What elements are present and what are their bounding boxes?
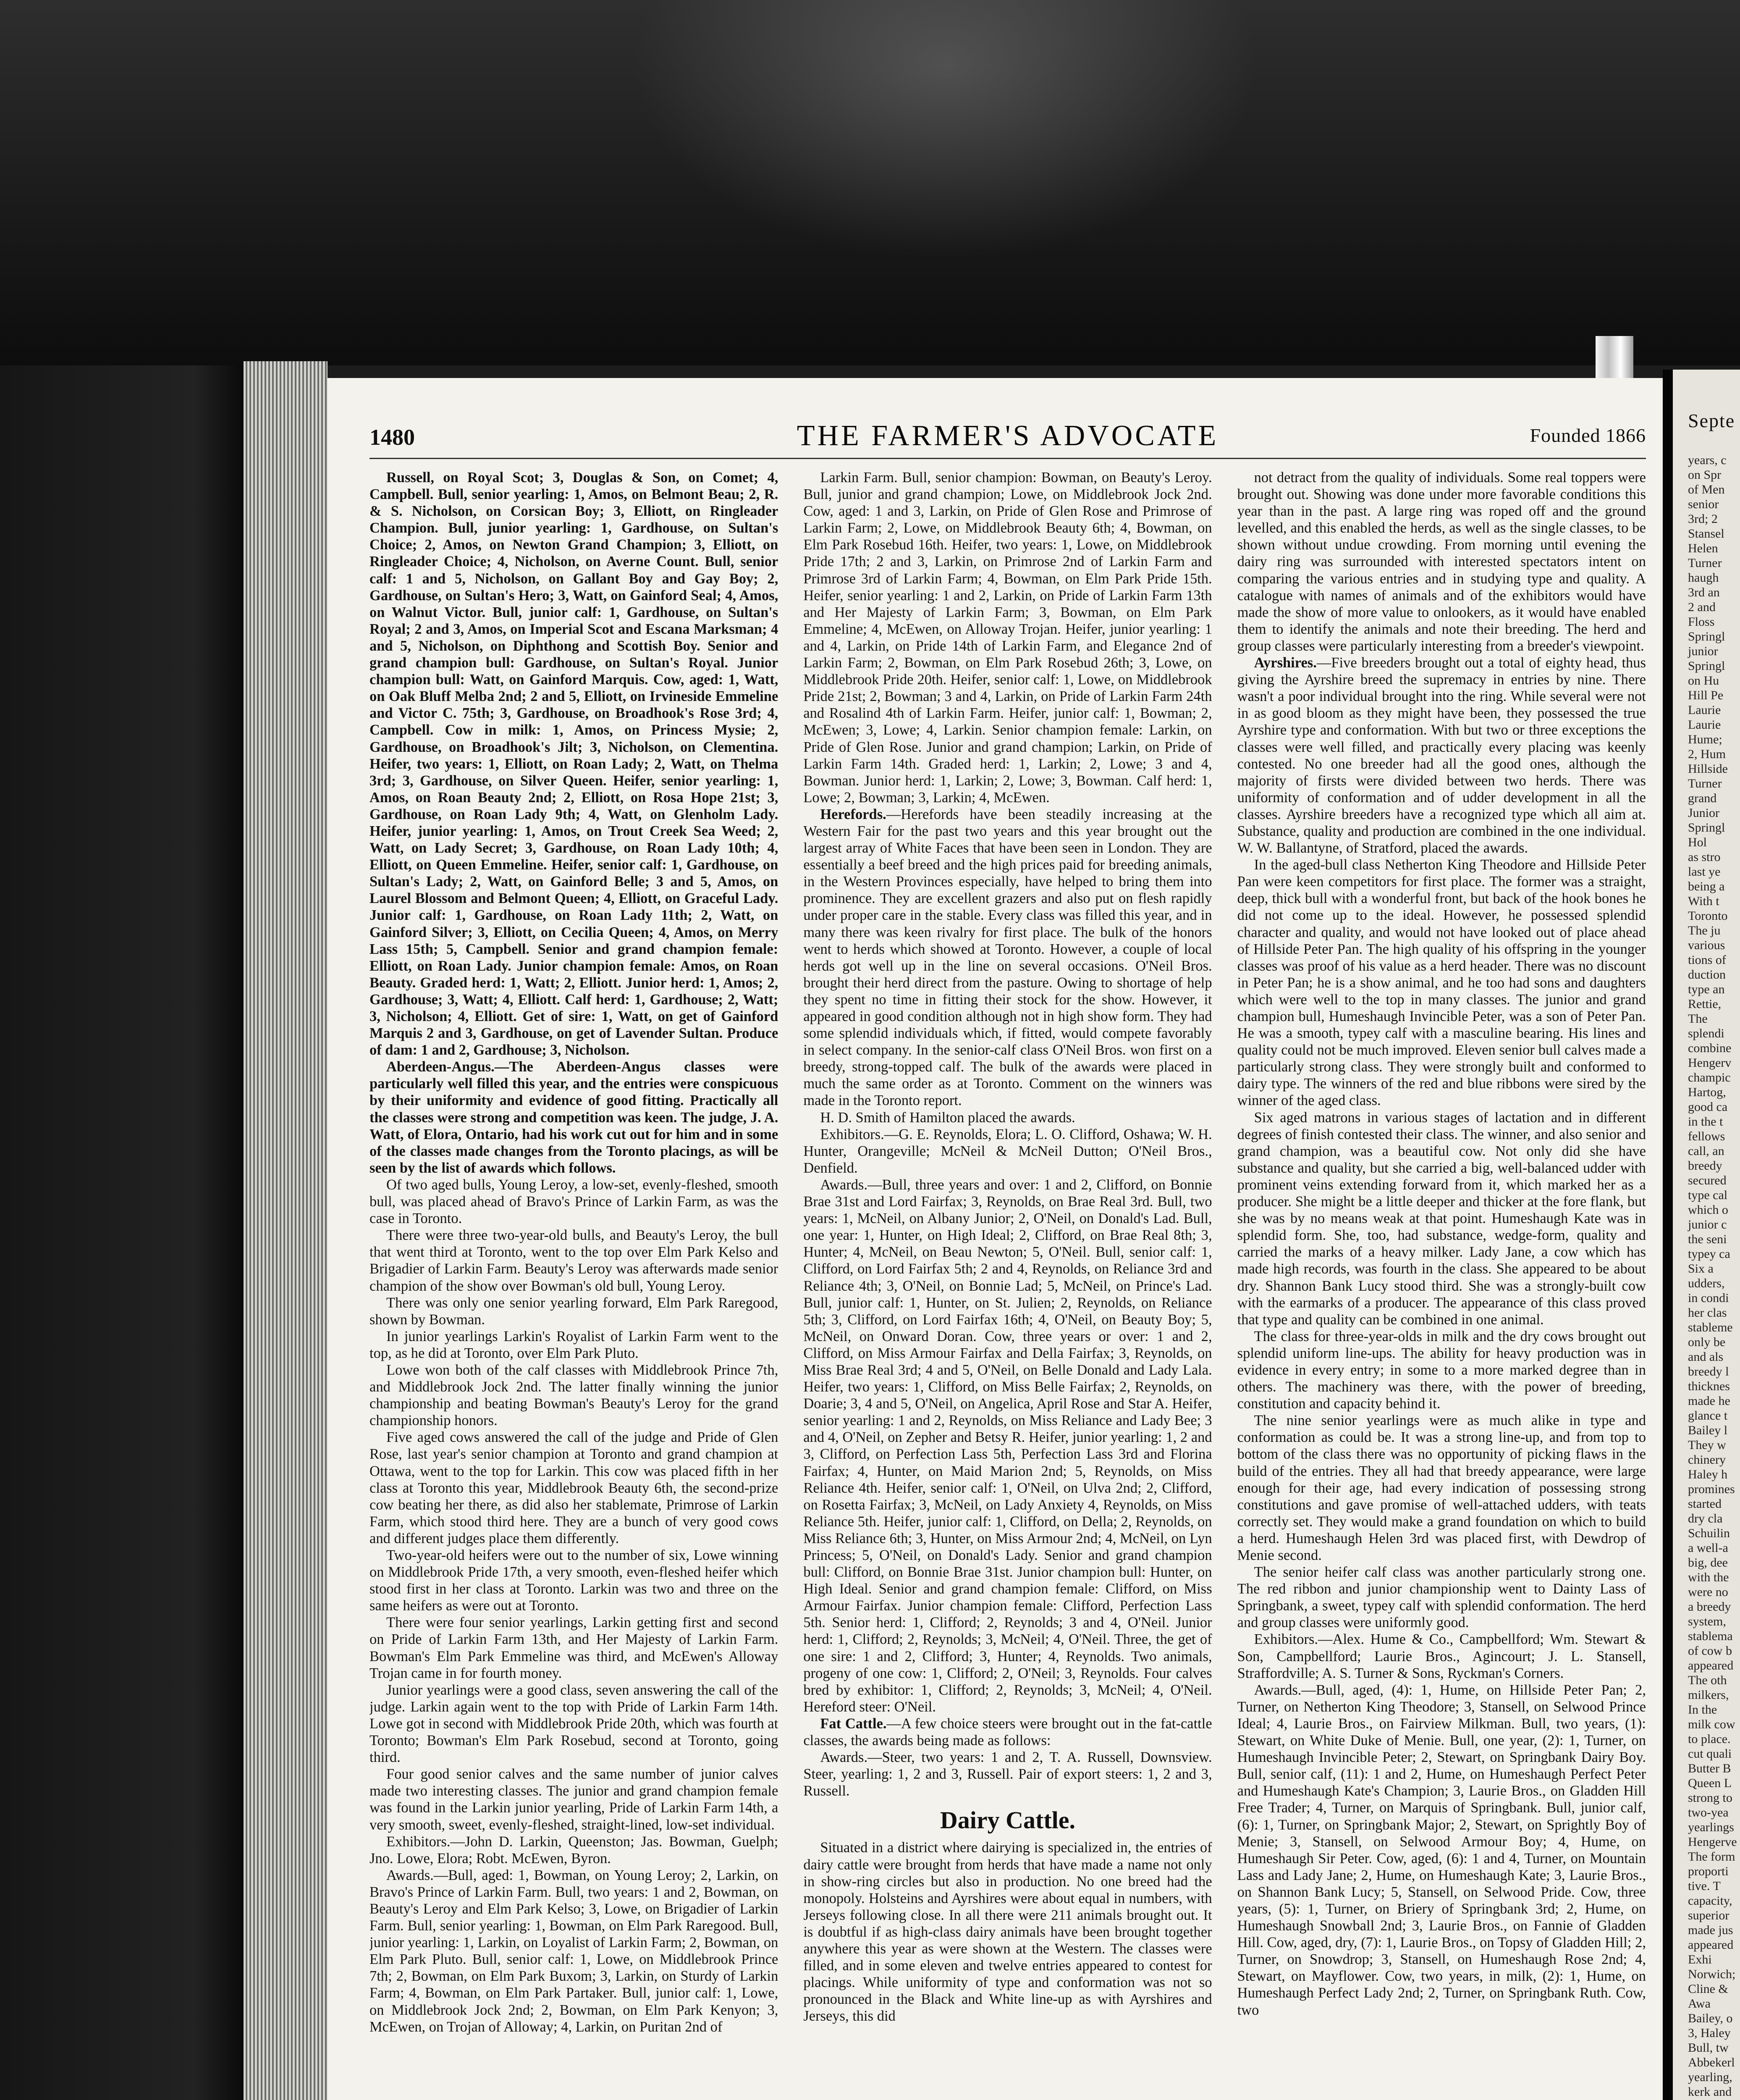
facing-page-line: In the xyxy=(1688,1703,1717,1717)
section-lead: Herefords. xyxy=(820,806,886,822)
facing-page-line: type an xyxy=(1688,982,1725,996)
page-number: 1480 xyxy=(369,425,415,450)
page-edge-stack xyxy=(244,361,328,2100)
facing-page-line: in the t xyxy=(1688,1115,1723,1129)
facing-page-line: promines xyxy=(1688,1482,1735,1496)
facing-page-line: 2, Hum xyxy=(1688,747,1726,761)
facing-page-line: Cline & xyxy=(1688,1982,1728,1996)
facing-page-line: Toronto xyxy=(1688,909,1728,923)
facing-page-line: Bailey, o xyxy=(1688,2011,1733,2025)
facing-page-line: to place. xyxy=(1688,1732,1731,1746)
facing-page-line: on Spr xyxy=(1688,468,1722,482)
founded-line: Founded 1866 xyxy=(1530,425,1646,446)
article-paragraph xyxy=(369,1766,778,1833)
facing-page-line: Hill Pe xyxy=(1688,688,1724,702)
dairy-cattle-paragraph: Situated in a district where dairying is specialized in, the entries of dairy cattle were brought from herds that have made a name not only in show-ring circles but also in production. No one breed had the monopoly. Holsteins and Ayrshires were about equal in numbers, with Jerseys following close. In all there were 211 animals brought out. It is doubtful if as high-class dairy animals have been brought together anywhere this year as were shown at the Western. The classes were filled, and in some eleven and twelve entries appeared to contest for placings. While uniformity of type and conformation was not so pronounced in the Black and White line-up as with Ayrshires and Jerseys, this did xyxy=(803,1840,1212,2024)
article-paragraph xyxy=(803,1749,1212,1799)
facing-page-line: Springl xyxy=(1688,821,1725,835)
article-paragraph xyxy=(803,1715,1212,1749)
facing-page-line: 3rd; 2 xyxy=(1688,512,1718,526)
facing-page-line: Springl xyxy=(1688,659,1725,673)
facing-page-header: Septe xyxy=(1688,410,1735,431)
microfilm-border-left xyxy=(0,365,244,2100)
paragraph-text: Exhibitors.—Alex. Hume & Co., Campbellford; Wm. Stewart & Son, Campbellford; Laurie Bros., Agincourt; J. L. Stansell, Straffordville; A. S. Turner & Sons, Ryckman's Corners. xyxy=(1237,1631,1646,1681)
facing-page-line: Hengerv xyxy=(1688,1056,1732,1070)
facing-page-line: good ca xyxy=(1688,1100,1728,1114)
facing-page-line: of Men xyxy=(1688,483,1725,496)
dairy-cattle-heading: Dairy Cattle. xyxy=(940,1806,1076,1834)
article-paragraph xyxy=(1237,1109,1646,1328)
facing-page-line: Six a xyxy=(1688,1262,1714,1276)
facing-page-line: proporti xyxy=(1688,1864,1729,1878)
facing-page-line: strong to xyxy=(1688,1791,1732,1805)
paragraph-text: Four good senior calves and the same number of junior calves made two interesting classes. The junior and grand champion female was found in the Larkin junior yearling, Pride of Larkin Farm 14th, a very smooth, sweet, evenly-fleshed, straight-lined, low-set individual. xyxy=(369,1766,778,1833)
facing-page-line: Queen L xyxy=(1688,1776,1732,1790)
facing-page-line: 2 and xyxy=(1688,600,1716,614)
column-2 xyxy=(803,469,1212,2100)
facing-page-line: on Hu xyxy=(1688,674,1719,688)
facing-page-line: The form xyxy=(1688,1850,1735,1864)
article-paragraph xyxy=(1237,1682,1646,2019)
facing-page-line: Hume; xyxy=(1688,732,1722,746)
text-columns xyxy=(369,469,1646,2100)
facing-page-line: type cal xyxy=(1688,1188,1728,1202)
facing-page-line: fellows xyxy=(1688,1129,1725,1143)
facing-page-line: call, an xyxy=(1688,1144,1724,1158)
newspaper-page xyxy=(328,378,1671,2100)
facing-page-line: yearlings xyxy=(1688,1820,1734,1834)
paragraph-text: The class for three-year-olds in milk and the dry cows brought out splendid uniform line-ups. The ability for heavy production was in evidence in every entry; in some to a more marked degree than in others. The machinery was there, with the power of breeding, constitution and capacity behind it. xyxy=(1237,1328,1646,1412)
facing-page-line: haugh xyxy=(1688,571,1719,585)
facing-page-line: stableme xyxy=(1688,1320,1733,1334)
facing-page-line: Exhi xyxy=(1688,1953,1712,1966)
facing-page-line: champic xyxy=(1688,1071,1731,1084)
paragraph-text: Awards.—Steer, two years: 1 and 2, T. A. Russell, Downsview. Steer, yearling: 1, 2 and 3, Russell. Pair of export steers: 1, 2 and 3, Russell. xyxy=(803,1749,1212,1799)
paragraph-text: not detract from the quality of individuals. Some real toppers were brought out. Showing was done under more favorable conditions this year than in the past. A large ring was roped off and the ground levelled, and this enabled the herds, as well as the single classes, to be shown without undue crowding. From morning until evening the dairy ring was surrounded with interested spectators intent on comparing the various entries and in studying type and quality. A catalogue with names of animals and of the exhibitors would have made the show of more value to onlookers, as it would have enabled them to identify the animals and note their breeding. The herd and group classes were particularly interesting from a breeder's viewpoint. xyxy=(1237,470,1646,654)
facing-page-line: yearling, xyxy=(1688,2070,1732,2084)
article-paragraph xyxy=(1237,1412,1646,1564)
facing-page-line: a well-a xyxy=(1688,1541,1728,1555)
facing-page-line: appeared xyxy=(1688,1938,1734,1952)
facing-page-line: in condi xyxy=(1688,1291,1729,1305)
paragraph-text: There were four senior yearlings, Larkin getting first and second on Pride of Larkin Farm 13th, and Her Majesty of Larkin Farm. Bowman's Elm Park Emmeline was third, and McEwen's Alloway Trojan came in for fourth money. xyxy=(369,1614,778,1681)
paragraph-text: Lowe won both of the calf classes with Middlebrook Prince 7th, and Middlebrook Jock 2nd. The latter finally winning the junior championship and beating Bowman's Beauty's Leroy for the grand championship honors. xyxy=(369,1362,778,1429)
paragraph-text: Awards.—Bull, aged: 1, Bowman, on Young Leroy; 2, Larkin, on Bravo's Prince of Larkin Farm. Bull, two years: 1 and 2, Bowman, on Beauty's Leroy and Elm Park Kelso; 3, Lowe, on Brigadier of Larkin Farm. Bull, senior yearling: 1, Bowman, on Elm Park Raregood. Bull, junior yearling: 1, Larkin, on Loyalist of Larkin Farm; 2, Bowman, on Elm Park Pluto. Bull, senior calf: 1, Lowe, on Middlebrook Prince 7th; 2, Bowman, on Elm Park Buxom; 3, Larkin, on Sturdy of Larkin Farm; 4, Bowman, on Elm Park Partaker. Bull, junior calf: 1, Lowe, on Middlebrook Jock 2nd; 2, Bowman, on Elm Park Kenyon; 3, McEwen, on Trojan of Alloway; 4, Larkin, on Puritan 2nd of xyxy=(369,1867,778,2035)
facing-page-line: superior xyxy=(1688,1908,1730,1922)
facing-page-line: which o xyxy=(1688,1203,1728,1217)
facing-page-line: Rettie, xyxy=(1688,997,1722,1011)
article-paragraph xyxy=(369,469,778,1058)
facing-page-line: Butter B xyxy=(1688,1761,1731,1775)
facing-page-line: The ju xyxy=(1688,924,1721,937)
facing-page-line: only be xyxy=(1688,1335,1726,1349)
facing-page-column xyxy=(1688,453,1740,2099)
facing-page-line: various xyxy=(1688,938,1725,952)
facing-page-line: Turner xyxy=(1688,556,1722,570)
paragraph-text: Exhibitors.—John D. Larkin, Queenston; Jas. Bowman, Guelph; Jno. Lowe, Elora; Robt. McEwen, Byron. xyxy=(369,1833,778,1866)
article-paragraph xyxy=(369,1547,778,1614)
lamp-glare xyxy=(630,0,1260,260)
paragraph-text: The nine senior yearlings were as much alike in type and conformation as could be. It was a strong line-up, and from top to bottom of the class there was no opportunity of picking flaws in the build of the entries. They all had that breedy appearance, were large enough for their age, had every indication of possessing strong constitutions and gave promise of well-attached udders, with teats correctly set. They would make a grand foundation on which to build a herd. Humeshaugh Helen 3rd was placed first, with Dewdrop of Menie second. xyxy=(1237,1412,1646,1563)
paragraph-text: Awards.—Bull, three years and over: 1 and 2, Clifford, on Bonnie Brae 31st and Lord Fairfax; 3, Reynolds, on Brae Real 3rd. Bull, two years: 1, McNeil, on Albany Junior; 2, O'Neil, on Donald's Lad. Bull, one year: 1, Hunter, on High Ideal; 2, Clifford, on Brae Real 8th; 3, Hunter; 4, McNeil, on Beau Newton; 5, O'Neil. Bull, senior calf: 1, Clifford, on Lord Fairfax 5th; 2 and 4, Reynolds, on Reliance 3rd and Reliance 4th; 3, O'Neil, on Bonnie Lad; 5, McNeil, on Prince's Lad. Bull, junior calf: 1, Hunter, on St. Julien; 2, Reynolds, on Reliance 5th; 3, Clifford, on Lord Fairfax 16th; 4, O'Neil, on Beauty Boy; 5, McNeil, on Onward Doran. Cow, three years or over: 1 and 2, Clifford, on Miss Armour Fairfax and Della Fairfax; 3, Reynolds, on Miss Brae Real 3rd; 4 and 5, O'Neil, on Belle Donald and Lady Lala. Heifer, two years: 1, Clifford, on Miss Belle Fairfax; 2, Reynolds, on Doarie; 3, 4 and 5, O'Neil, on Angelica, April Rose and Star A. Heifer, senior yearling: 1 and 2, Reynolds, on Miss Reliance and Lady Bee; 3 and 4, O'Neil, on Zepher and Betsy R. Heifer, junior yearling: 1, 2 and 3, Clifford, on Perfection Lass 5th, Perfection Lass 3rd and Florina Fairfax; 4, Hunter, on Maid Marion 2nd; 5, Reynolds, on Miss Reliance 4th. Heifer, senior calf: 1, O'Neil, on Ulva 2nd; 2, Clifford, on Rosetta Fairfax; 3, McNeil, on Lady Anxiety 4, Reynolds, on Miss Reliance 5th. Heifer, junior calf: 1, Clifford, on Della; 2, Reynolds, on Miss Reliance 6th; 3, Hunter, on Miss Armour 2nd; 4, McNeil, on Lyn Princess; 5, O'Neil, on Donald's Lady. Senior and grand champion bull: Clifford, on Bonnie Brae 31st. Junior champion bull: Hunter, on High Ideal. Senior and grand champion female: Clifford, on Miss Armour Fairfax. Junior champion female: Clifford, Perfection Lass 5th. Senior herd: 1, Clifford; 2, Reynolds; 3 and 4, O'Neil. Junior herd: 1, Clifford; 2, Reynolds; 3, McNeil; 4, O'Neil. Three, the get of one sire: 1 and 2, Clifford; 3, Hunter; 4, Reynolds. Two animals, progeny of one cow: 1, Clifford; 2, O'Neil; 3, Reynolds. Four calves bred by exhibitor: 1, Clifford; 2, Reynolds; 3, McNeil; 4, O'Neil. Hereford steer: O'Neil. xyxy=(803,1176,1212,1715)
paragraph-text: —A few choice steers were brought out in the fat-cattle classes, the awards being made as follows: xyxy=(803,1715,1212,1749)
article-paragraph xyxy=(369,1429,778,1547)
facing-page-line: started xyxy=(1688,1497,1722,1511)
paragraph-text: Junior yearlings were a good class, seven answering the call of the judge. Larkin again went to the top with Pride of Larkin Farm 14th. Lowe got in second with Middlebrook Pride 20th, which was fourth at Toronto; Bowman's Elm Park Rosebud, second at Toronto, going third. xyxy=(369,1682,778,1766)
facing-page-line: last ye xyxy=(1688,865,1721,879)
article-paragraph xyxy=(803,469,1212,806)
paragraph-text: Awards.—Bull, aged, (4): 1, Hume, on Hillside Peter Pan; 2, Turner, on Netherton King Theodore; 3, Stansell, on Selwood Prince Ideal; 4, Laurie Bros., on Fairview Milkman. Bull, two years, (1): Stewart, on White Duke of Menie. Bull, one year, (2): 1, Turner, on Humeshaugh Invincible Peter; 2, Stewart, on Springbank Dairy Boy. Bull, senior calf, (11): 1 and 2, Hume, on Humeshaugh Perfect Peter and Humeshaugh Kate's Champion; 3, Laurie Bros., on Gladden Hill Free Trader; 4, Turner, on Marquis of Springbank. Bull, junior calf, (6): 1, Turner, on Springbank Major; 2, Stewart, on Sprightly Boy of Menie; 3, Stansell, on Selwood Armour Boy; 4, Hume, on Humeshaugh Sir Peter. Cow, aged, (6): 1 and 4, Turner, on Mountain Lass and Lady Jane; 2, Hume, on Humeshaugh Kate; 3, Laurie Bros., on Shannon Bank Lucy; 5, Stansell, on Selwood Pride. Cow, three years, (5): 1, Turner, on Briery of Springbank 3rd; 2, Hume, on Humeshaugh Snowball 2nd; 3, Laurie Bros., on Fannie of Gladden Hill. Cow, aged, dry, (7): 1, Laurie Bros., on Topsy of Gladden Hill; 2, Turner, on Snowdrop; 3, Stansell, on Humeshaugh Rose 2nd; 4, Stewart, on Mayflower. Cow, two years, in milk, (2): 1, Hume, on Humeshaugh Perfect Lady 2nd; 2, Turner, on Springbank Ruth. Cow, two xyxy=(1237,1682,1646,2018)
facing-page-line: Norwich; xyxy=(1688,1967,1736,1981)
facing-page-line: They w xyxy=(1688,1438,1726,1452)
facing-page-line: Turner xyxy=(1688,777,1722,790)
article-paragraph xyxy=(803,1109,1212,1126)
facing-page-line: The xyxy=(1688,1012,1708,1026)
facing-page-line: made he xyxy=(1688,1394,1730,1408)
facing-page-line: junior c xyxy=(1688,1218,1727,1231)
facing-page-line: tive. T xyxy=(1688,1879,1721,1893)
journal-title: THE FARMER'S ADVOCATE xyxy=(797,420,1219,452)
facing-page-line: Bull, tw xyxy=(1688,2041,1729,2055)
paragraph-text: Russell, on Royal Scot; 3, Douglas & Son, on Comet; 4, Campbell. Bull, senior yearling: 1, Amos, on Belmont Beau; 2, R. & S. Nicholson, on Corsican Boy; 3, Elliott, on Ringleader Champion. Bull, junior yearling: 1, Gardhouse, on Sultan's Choice; 2, Amos, on Newton Grand Champion; 3, Elliott, on Ringleader Choice; 4, Nicholson, on Averne Count. Bull, senior calf: 1 and 5, Nicholson, on Gallant Boy and Gay Boy; 2, Gardhouse, on Sultan's Hero; 3, Watt, on Gainford Seal; 4, Amos, on Walnut Victor. Bull, junior calf: 1, Gardhouse, on Sultan's Royal; 2 and 3, Amos, on Imperial Scot and Escana Marksman; 4 and 5, Nicholson, on Diphthong and Scottish Boy. Senior and grand champion bull: Gardhouse, on Sultan's Royal. Junior champion bull: Watt, on Gainford Marquis. Cow, aged: 1, Watt, on Oak Bluff Melba 2nd; 2 and 5, Elliott, on Irvineside Emmeline and Victor C. 75th; 3, Gardhouse, on Broadhook's Rose 3rd; 4, Campbell. Cow in milk: 1, Amos, on Princess Mysie; 2, Gardhouse, on Broadhook's Jilt; 3, Nicholson, on Clementina. Heifer, two years: 1, Elliott, on Roan Lady; 2, Watt, on Thelma 3rd; 3, Gardhouse, on Silver Queen. Heifer, senior yearling: 1, Amos, on Roan Beauty 2nd; 2, Elliott, on Rosa Hope 21st; 3, Gardhouse, on Roan Lady 9th; 4, Watt, on Glenholm Lady. Heifer, junior yearling: 1, Amos, on Trout Creek Sea Weed; 2, Watt, on Lady Secret; 3, Gardhouse, on Roan Lady 10th; 4, Elliott, on Queen Emmeline. Heifer, senior calf: 1, Gardhouse, on Sultan's Lady; 2, Watt, on Gainford Belle; 3 and 5, Amos, on Laurel Blossom and Belmont Queen; 4, Elliott, on Graceful Lady. Junior calf: 1, Gardhouse, on Roan Lady 11th; 2, Watt, on Gainford Silver; 3, Elliott, on Cecilia Queen; 4, Amos, on Merry Lass 15th; 5, Campbell. Senior and grand champion female: Elliott, on Roan Lady. Junior champion female: Amos, on Roan Beauty. Graded herd: 1, Watt; 2, Elliott. Junior herd: 1, Amos; 2, Gardhouse; 3, Watt; 4, Elliott. Calf herd: 1, Gardhouse; 2, Watt; 3, Nicholson; 4, Elliott. Get of sire: 1, Watt, on get of Gainford Marquis 2 and 3, Gardhouse, on get of Lavender Sultan. Produce of dam: 1 and 2, Gardhouse; 3, Nicholson. xyxy=(369,470,778,1058)
facing-page-line: big, dee xyxy=(1688,1556,1728,1570)
section-lead: Aberdeen-Angus. xyxy=(386,1059,495,1075)
facing-page-line: appeared xyxy=(1688,1659,1734,1672)
facing-page-line: capacity, xyxy=(1688,1894,1732,1908)
facing-page-line: combine xyxy=(1688,1041,1732,1055)
facing-page-line: Hengerve xyxy=(1688,1835,1737,1849)
facing-page-line: milk cow xyxy=(1688,1717,1735,1731)
facing-page-line: a breedy xyxy=(1688,1600,1731,1614)
facing-page-line: were no xyxy=(1688,1585,1728,1599)
article-paragraph xyxy=(369,1058,778,1176)
paragraph-text: —Herefords have been steadily increasing at the Western Fair for the past two years and this year brought out the largest array of White Faces that have been seen in London. They are essentially a beef breed and the high prices paid for breeding animals, in the Western Provinces especially, have helped to bring them into prominence. They are excellent grazers and also put on flesh rapidly under proper care in the stable. Every class was filled this year, and in many there was keen rivalry for first place. The bulk of the honors went to herds which showed at Toronto. However, a couple of local herds got well up in the line on several occasions. O'Neil Bros. brought their herd direct from the pasture. Owing to shortage of help they spent no time in fitting their stock for the show. However, it appeared in good condition although not in high show form. They had some splendid individuals which, if fitted, would compete favorably in select company. In the senior-calf class O'Neil Bros. won first on a breedy, strong-topped calf. The bulk of the awards were placed in much the same order as at Toronto. Comment on the winners was made in the Toronto report. xyxy=(803,806,1212,1109)
facing-page-line: Abbekerl xyxy=(1688,2055,1735,2069)
facing-page-line: Floss xyxy=(1688,615,1715,629)
section-lead: Fat Cattle. xyxy=(820,1715,887,1732)
paragraph-text: In the aged-bull class Netherton King Theodore and Hillside Peter Pan were keen competitors for first place. The former was a straight, deep, thick bull with a wonderful front, but back of the hook bones he did not come up to the ideal. However, he possessed splendid character and quality, and would not have looked out of place ahead of Hillside Peter Pan. The high quality of his offspring in the younger classes was proof of his value as a herd header. There was no discount in Peter Pan; he is a show animal, and he too had sons and daughters which were well to the top in many classes. The junior and grand champion bull, Humeshaugh Invincible Peter, was a son of Peter Pan. He was a smooth, typey calf with a masculine bearing. His lines and quality could not be much improved. Eleven senior bull calves made a particularly strong class. They were strongly built and conformed to dairy type. The winners of the red and blue ribbons were sired by the winner of the aged class. xyxy=(1237,857,1646,1109)
facing-page-line: her clas xyxy=(1688,1306,1727,1320)
facing-page-line: senior xyxy=(1688,497,1719,511)
facing-page-line: grand xyxy=(1688,791,1717,805)
paragraph-text: Larkin Farm. Bull, senior champion: Bowman, on Beauty's Leroy. Bull, junior and grand champion; Lowe, on Middlebrook Jock 2nd. Cow, aged: 1 and 3, Larkin, on Pride of Glen Rose and Primrose of Larkin Farm; 2, Lowe, on Middlebrook Beauty 6th; 4, Bowman, on Elm Park Rosebud 16th. Heifer, two years: 1, Lowe, on Middlebrook Pride 17th; 2 and 3, Larkin, on Primrose 2nd of Larkin Farm and Primrose 3rd of Larkin Farm; 4, Bowman, on Elm Park Pride 15th. Heifer, senior yearling: 1 and 2, Larkin, on Pride of Larkin Farm 13th and Her Majesty of Larkin Farm; 3, Bowman, on Elm Park Emmeline; 4, McEwen, on Alloway Trojan. Heifer, junior yearling: 1 and 4, Larkin, on Pride 14th of Larkin Farm, and Elegance 2nd of Larkin Farm; 2, Bowman, on Elm Park Rosebud 26th; 3, Lowe, on Middlebrook Pride 20th. Heifer, senior calf: 1, Lowe, on Middlebrook Pride 21st; 2, Bowman; 3 and 4, Larkin, on Pride of Larkin Farm 24th and Rosalind 4th of Larkin Farm. Heifer, junior calf: 1, Bowman; 2, McEwen; 3, Lowe; 4, Larkin. Senior champion female: Larkin, on Pride of Glen Rose. Junior and grand champion; Larkin, on Pride of Larkin Farm 14th. Graded herd: 1, Larkin; 2, Lowe; 3 and 4, Bowman. Junior herd: 1, Larkin; 2, Lowe; 3, Bowman. Calf herd: 1, Lowe; 2, Bowman; 3, Larkin; 4, McEwen. xyxy=(803,470,1212,806)
article-paragraph xyxy=(1237,856,1646,1109)
article-paragraph xyxy=(369,1833,778,1867)
facing-page-line: as stro xyxy=(1688,850,1721,864)
facing-page-line: Laurie xyxy=(1688,718,1721,732)
facing-page-line: thicknes xyxy=(1688,1379,1730,1393)
paragraph-text: Six aged matrons in various stages of lactation and in different degrees of finish contested their class. The winner, and also senior and grand champion, was a beautiful cow. Not only did she have substance and quality, but she carried a big, well-balanced udder with prominent veins extending forward from it, which marked her as a producer. She might be a little deeper and thicker at the fore flank, but she was by no means weak at that point. Humeshaugh Kate was in splendid form. She, too, had substance, wedge-form, quality and carried the marks of a heavy milker. Lady Jane, a cow which has made high records, was fourth in the class. She appeared to be about dry. Shannon Bank Lucy stood third. She was a strongly-built cow with the earmarks of a producer. The appearance of this class proved that type and quality can be combined in one animal. xyxy=(1237,1109,1646,1328)
facing-page-line: typey ca xyxy=(1688,1247,1730,1261)
facing-page-line: junior xyxy=(1688,644,1718,658)
facing-page-line: with the xyxy=(1688,1570,1729,1584)
facing-page-line: the seni xyxy=(1688,1232,1727,1246)
article-paragraph xyxy=(1237,1328,1646,1412)
article-paragraph xyxy=(369,1682,778,1766)
facing-page-line: of cow b xyxy=(1688,1644,1732,1658)
article-paragraph xyxy=(1237,1564,1646,1631)
article-paragraph xyxy=(803,1126,1212,1176)
article-paragraph xyxy=(369,1227,778,1294)
column-1 xyxy=(369,469,778,2100)
facing-page-line: system, xyxy=(1688,1614,1726,1628)
facing-page-line: Springl xyxy=(1688,630,1725,643)
paragraph-text: —Five breeders brought out a total of eighty head, thus giving the Ayrshire breed the supremacy in entries by nine. There wasn't a poor individual brought into the ring. While several were not in as good bloom as they might have been, they possessed the true Ayrshire type and conformation. With but two or three exceptions the classes were well filled, and practically every placing was keenly contested. No one breeder had all the good ones, although the majority of firsts were divided between two herds. There was uniformity of conformation and of udder development in all the classes. Ayrshire breeders have a recognized type which all aim at. Substance, quality and production are combined in the one individual. W. W. Ballantyne, of Stratford, placed the awards. xyxy=(1237,655,1646,856)
paragraph-text: Two-year-old heifers were out to the number of six, Lowe winning on Middlebrook Pride 17th, a very smooth, even-fleshed heifer which stood first in her class at Toronto. Larkin was two and three on the same heifers as were out at Toronto. xyxy=(369,1547,778,1614)
facing-page-line: two-yea xyxy=(1688,1806,1729,1819)
facing-page-line: secured xyxy=(1688,1173,1727,1187)
paragraph-text: Five aged cows answered the call of the judge and Pride of Glen Rose, last year's senior champion at Toronto and grand champion at Ottawa, went to the top for Larkin. This cow was placed fifth in her class at Toronto this year, Middlebrook Beauty 6th, the second-prize cow beating her there, as did also her stablemate, Primrose of Larkin Farm, which stood third here. They are a bunch of very good cows and different judges place them differently. xyxy=(369,1429,778,1546)
facing-page-line: Haley h xyxy=(1688,1467,1728,1481)
facing-page-line: 3rd an xyxy=(1688,585,1720,599)
facing-page-line: and als xyxy=(1688,1350,1724,1364)
article-paragraph xyxy=(1237,469,1646,654)
page-header xyxy=(369,420,1646,459)
facing-page-line: stablema xyxy=(1688,1629,1733,1643)
column-3 xyxy=(1237,469,1646,2100)
facing-page-line: breedy l xyxy=(1688,1365,1729,1378)
facing-page-line: cut quali xyxy=(1688,1747,1732,1761)
paragraph-text: The senior heifer calf class was another particularly strong one. The red ribbon and junior championship went to Dainty Lass of Springbank, a sweet, typey calf with splendid conformation. The herd and group classes were uniformly good. xyxy=(1237,1564,1646,1631)
paragraph-text: Of two aged bulls, Young Leroy, a low-set, evenly-fleshed, smooth bull, was placed ahead of Bravo's Prince of Larkin Farm, as was the case in Toronto. xyxy=(369,1176,778,1227)
paragraph-text: Exhibitors.—G. E. Reynolds, Elora; L. O. Clifford, Oshawa; W. H. Hunter, Orangeville; McNeil & McNeil Dutton; O'Neil Bros., Denfield. xyxy=(803,1126,1212,1176)
facing-page-line: Hol xyxy=(1688,835,1707,849)
facing-page-line: The oth xyxy=(1688,1673,1727,1687)
paragraph-text: H. D. Smith of Hamilton placed the awards. xyxy=(820,1109,1075,1126)
facing-page-fragment xyxy=(1663,370,1740,2100)
facing-page-line: Schuilin xyxy=(1688,1526,1730,1540)
facing-page-line: With t xyxy=(1688,894,1719,908)
facing-page-line: breedy xyxy=(1688,1159,1722,1173)
facing-page-line: 3, Haley xyxy=(1688,2026,1731,2040)
facing-page-line: made jus xyxy=(1688,1923,1733,1937)
article-paragraph xyxy=(803,1176,1212,1715)
article-paragraph xyxy=(369,1176,778,1227)
article-paragraph xyxy=(369,1362,778,1429)
article-paragraph xyxy=(369,1328,778,1362)
facing-page-line: milkers, xyxy=(1688,1688,1729,1702)
facing-page-line: Laurie xyxy=(1688,703,1721,717)
article-paragraph xyxy=(369,1294,778,1328)
section-lead: Ayrshires. xyxy=(1254,655,1317,671)
facing-page-line: Junior xyxy=(1688,806,1719,820)
facing-page-line: Bailey l xyxy=(1688,1423,1728,1437)
facing-page-line: udders, xyxy=(1688,1276,1725,1290)
article-paragraph xyxy=(1237,654,1646,856)
facing-page-line: Stansel xyxy=(1688,527,1724,541)
facing-page-line: Awa xyxy=(1688,1997,1711,2011)
paragraph-text: —The Aberdeen-Angus classes were particularly well filled this year, and the entries were conspicuous by their uniformity and evidence of good fitting. Practically all the classes were strong and competition was keen. The judge, J. A. Watt, of Elora, Ontario, had his work cut out for him and in some of the classes made changes from the Toronto placings, as will be seen by the list of awards which follows. xyxy=(369,1059,778,1176)
facing-page-line: duction xyxy=(1688,968,1726,982)
facing-page-line: Hartog, xyxy=(1688,1085,1726,1099)
paragraph-text: There was only one senior yearling forward, Elm Park Raregood, shown by Bowman. xyxy=(369,1294,778,1328)
facing-page-line: glance t xyxy=(1688,1409,1728,1423)
paragraph-text: There were three two-year-old bulls, and Beauty's Leroy, the bull that went third at Toronto, went to the top over Elm Park Kelso and Brigadier of Larkin Farm. Beauty's Leroy was afterwards made senior champion of the show over Bowman's old bull, Young Leroy. xyxy=(369,1227,778,1294)
article-paragraph xyxy=(369,1614,778,1681)
paragraph-text: In junior yearlings Larkin's Royalist of Larkin Farm went to the top, as he did at Toronto, over Elm Park Pluto. xyxy=(369,1328,778,1361)
facing-page-line: chinery xyxy=(1688,1453,1726,1467)
facing-page-line: being a xyxy=(1688,879,1725,893)
facing-page-line: Helen xyxy=(1688,541,1718,555)
article-paragraph xyxy=(369,1867,778,2035)
facing-page-line: Hillside xyxy=(1688,762,1728,776)
article-paragraph xyxy=(803,806,1212,1109)
article-paragraph xyxy=(1237,1631,1646,1681)
facing-page-line: years, c xyxy=(1688,453,1727,467)
facing-page-line: kerk and xyxy=(1688,2085,1732,2099)
facing-page-line: dry cla xyxy=(1688,1512,1723,1525)
facing-page-line: tions of xyxy=(1688,953,1726,967)
facing-page-line: splendi xyxy=(1688,1026,1724,1040)
